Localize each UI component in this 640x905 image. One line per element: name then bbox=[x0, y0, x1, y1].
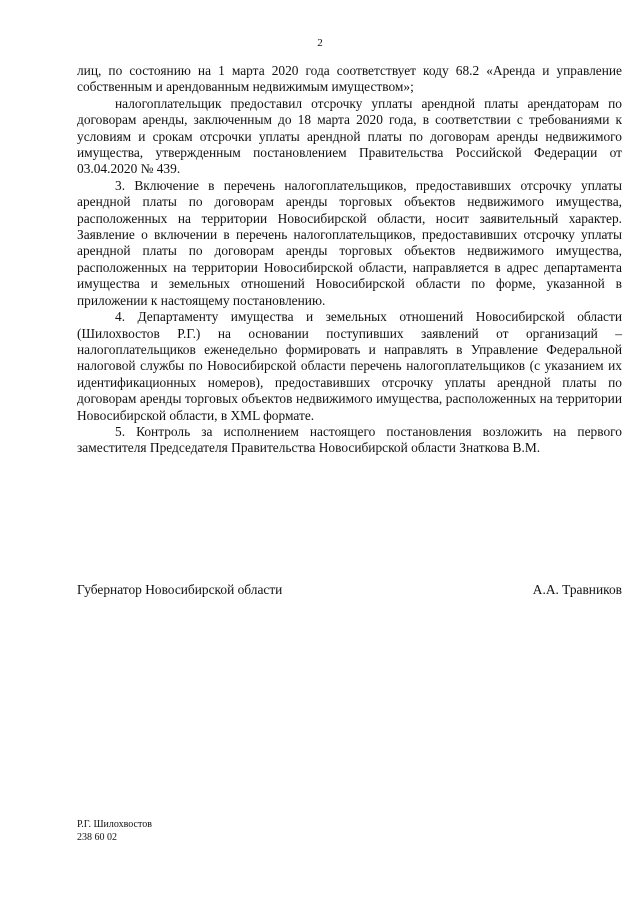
executor-phone: 238 60 02 bbox=[77, 831, 117, 843]
signatory-title: Губернатор Новосибирской области bbox=[77, 582, 283, 597]
paragraph-item-3: 3. Включение в перечень налогоплательщиков, предоставивших отсрочку уплаты арендной платы по договорам аренды торговых объектов недвижимого имущества, расположенных на территории Новосибирской области, носит заявительный характер. Заявление о включении в перечень налогоплательщиков, предоставивших отсрочку уплаты арендной платы по договорам аренды торговых объектов недвижимого имущества, расположенных на территории Новосибирской области, направляется в адрес департамента имущества и земельных отношений Новосибирской области по форме, указанной в приложении к настоящему постановлению. bbox=[77, 177, 622, 308]
signatory-name: А.А. Травников bbox=[532, 582, 622, 597]
paragraph-item-4: 4. Департаменту имущества и земельных отношений Новосибирской области (Шилохвостов Р.Г.) на основании поступивших заявлений от организаций – налогоплательщиков еженедельно формировать и направлять в Управление Федеральной налоговой службы по Новосибирской области перечень налогоплательщиков (с указанием их идентификационных номеров), предоставивших отсрочку уплаты арендной платы по договорам аренды торговых объектов недвижимого имущества, расположенных на территории Новосибирской области, в XML формате. bbox=[77, 309, 622, 423]
document-body bbox=[77, 63, 622, 457]
paragraph-condition: налогоплательщик предоставил отсрочку уплаты арендной платы арендаторам по договорам аренды, заключенным до 18 марта 2020 года, в соответствии с требованиями к условиям и срокам отсрочки уплаты арендной платы по договорам аренды недвижимого имущества, утвержденным постановлением Правительства Российской Федерации от 03.04.2020 № 439. bbox=[77, 95, 622, 177]
paragraph-continuation: лиц, по состоянию на 1 марта 2020 года соответствует коду 68.2 «Аренда и управление собственным и арендованным недвижимым имуществом»; bbox=[77, 63, 622, 95]
executor-block bbox=[77, 819, 152, 844]
page-number: 2 bbox=[317, 37, 323, 49]
paragraph-item-5: 5. Контроль за исполнением настоящего постановления возложить на первого заместителя Председателя Правительства Новосибирской области Знаткова В.М. bbox=[77, 423, 622, 456]
executor-name: Р.Г. Шилохвостов bbox=[77, 819, 152, 830]
